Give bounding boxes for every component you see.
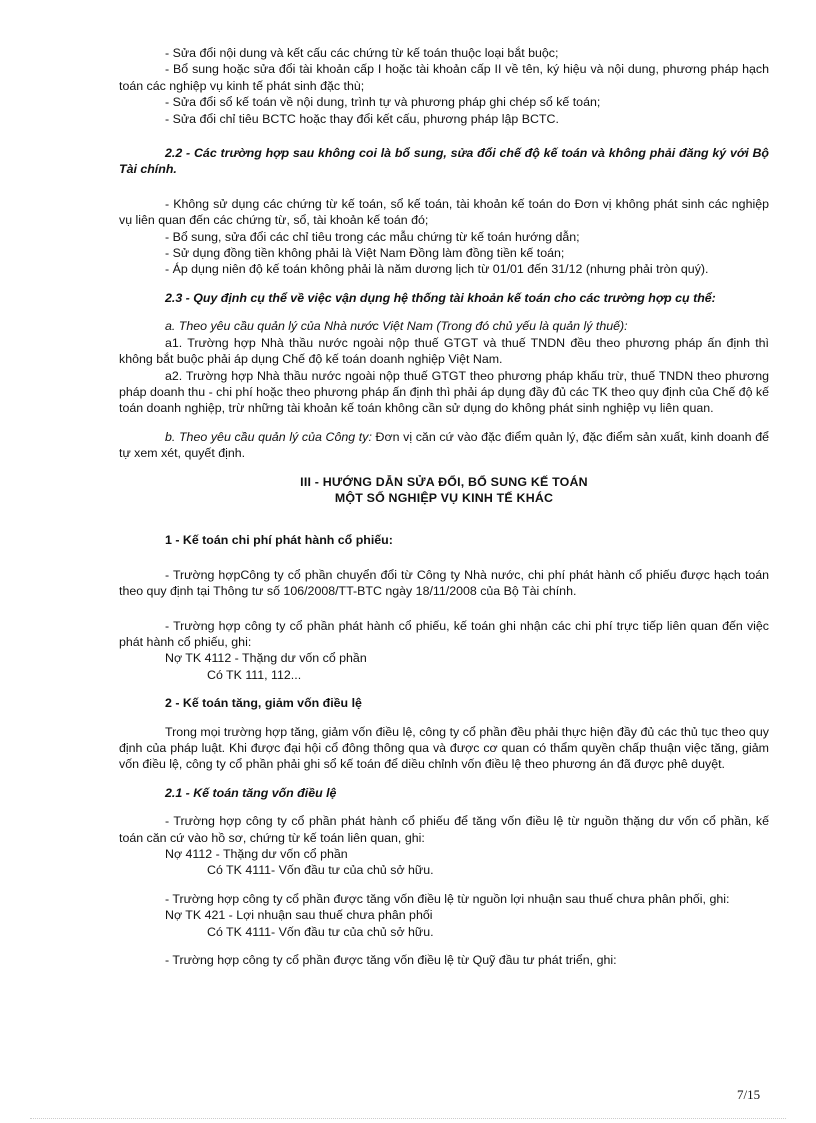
- section-iii-title-line2: MỘT SỐ NGHIỆP VỤ KINH TẾ KHÁC: [334, 490, 554, 505]
- debit-entry: Nợ TK 4112 - Thặng dư vốn cổ phần: [165, 651, 367, 666]
- footer-divider: [30, 1118, 786, 1119]
- debit-entry: Nợ 4112 - Thặng dư vốn cổ phần: [165, 847, 348, 862]
- credit-entry: Có TK 111, 112...: [207, 667, 302, 682]
- paragraph: - Trường hợpCông ty cổ phần chuyển đổi từ Công ty Nhà nước, chi phí phát hành cổ phiếu được hạch toán theo quy định tại Thông tư số 106/2008/TT-BTC ngày 18/11/2008 của Bộ Tài chính.: [119, 567, 769, 599]
- section-heading-2: 2 - Kế toán tăng, giảm vốn điều lệ: [165, 696, 362, 711]
- bullet-line: - Sửa đổi sổ kế toán về nội dung, trình tự và phương pháp ghi chép sổ kế toán;: [165, 95, 601, 110]
- paragraph: - Trường hợp công ty cổ phần phát hành cổ phiếu để tăng vốn điều lệ từ nguồn thặng dư vốn cổ phần, kế toán căn cứ vào hồ sơ, chứng từ kế toán liên quan, ghi:: [119, 814, 769, 845]
- subsection-b-title: b. Theo yêu cầu quản lý của Công ty:: [165, 429, 372, 444]
- bullet-line: - Không sử dụng các chứng từ kế toán, sổ kế toán, tài khoản kế toán do Đơn vị không phát sinh các nghiệp vụ liên quan đến các chứng từ, sổ, tài khoản kế toán đó;: [119, 196, 769, 228]
- section-heading-2-3: 2.3 - Quy định cụ thể về việc vận dụng hệ thống tài khoản kế toán cho các trường hợp cụ thể:: [165, 290, 716, 305]
- paragraph: - Trường hợp công ty cổ phần được tăng vốn điều lệ từ Quỹ đầu tư phát triển, ghi:: [165, 953, 617, 968]
- debit-entry: Nợ TK 421 - Lợi nhuận sau thuế chưa phân phối: [165, 908, 433, 923]
- bullet-line: - Sử dụng đồng tiền không phải là Việt Nam Đồng làm đồng tiền kế toán;: [165, 246, 565, 261]
- paragraph: - Trường hợp công ty cổ phần phát hành cổ phiếu, kế toán ghi nhận các chi phí trực tiếp liên quan đến việc phát hành cổ phiếu, ghi:: [119, 618, 769, 649]
- credit-entry: Có TK 4111- Vốn đầu tư của chủ sở hữu.: [207, 924, 434, 939]
- document-body: [119, 45, 769, 968]
- bullet-line: - Bổ sung, sửa đổi các chỉ tiêu trong các mẫu chứng từ kế toán hướng dẫn;: [165, 229, 580, 244]
- section-heading-1: 1 - Kế toán chi phí phát hành cổ phiếu:: [165, 533, 393, 548]
- page-number: 7/15: [737, 1087, 761, 1102]
- bullet-line: - Sửa đổi nội dung và kết cấu các chứng từ kế toán thuộc loại bắt buộc;: [165, 46, 559, 60]
- bullet-line: - Sửa đổi chỉ tiêu BCTC hoặc thay đổi kết cấu, phương pháp lập BCTC.: [165, 111, 559, 126]
- paragraph: - Trường hợp công ty cổ phần được tăng vốn điều lệ từ nguồn lợi nhuận sau thuế chưa phân phối, ghi:: [165, 891, 730, 906]
- section-iii-title-line1: III - HƯỚNG DẪN SỬA ĐỔI, BỔ SUNG KẾ TOÁN: [300, 474, 588, 489]
- bullet-line: - Bổ sung hoặc sửa đổi tài khoản cấp I hoặc tài khoản cấp II về tên, ký hiệu và nội dung, phương pháp hạch toán các nghiệp vụ kinh tế phát sinh đặc thù;: [119, 62, 769, 93]
- section-heading-2-2: 2.2 - Các trường hợp sau không coi là bổ sung, sửa đổi chế độ kế toán và không phải đăng ký với Bộ Tài chính.: [119, 146, 769, 177]
- paragraph-a1: a1. Trường hợp Nhà thầu nước ngoài nộp thuế GTGT và thuế TNDN đều theo phương pháp ấn định thì không bắt buộc phải áp dụng Chế độ kế toán doanh nghiệp Việt Nam.: [119, 335, 769, 367]
- paragraph: Trong mọi trường hợp tăng, giảm vốn điều lệ, công ty cổ phần đều phải thực hiện đầy đủ các thủ tục theo quy định của pháp luật. Khi được đại hội cổ đông thông qua và được cơ quan có thẩm quyền chấp thuận việc tăng, giảm vốn điều lệ, công ty cổ phần phải ghi sổ kế toán để diều chỉnh vốn điều lệ theo phương án đã được phê duyệt.: [119, 724, 769, 772]
- section-heading-2-1: 2.1 - Kế toán tăng vốn điều lệ: [165, 785, 337, 800]
- credit-entry: Có TK 4111- Vốn đầu tư của chủ sở hữu.: [207, 863, 434, 878]
- subsection-a-title: a. Theo yêu cầu quản lý của Nhà nước Việt Nam (Trong đó chủ yếu là quản lý thuế):: [165, 319, 628, 334]
- paragraph-b: [119, 429, 769, 462]
- bullet-line: - Áp dụng niên độ kế toán không phải là năm dương lịch từ 01/01 đến 31/12 (nhưng phải tròn quý).: [165, 262, 709, 277]
- subsection-b-text: Đơn vị căn cứ vào đặc điểm quản lý, đặc điểm sản xuất, kinh doanh để tự xem xét, quyết định.: [119, 429, 769, 461]
- paragraph-a2: a2. Trường hợp Nhà thầu nước ngoài nộp thuế GTGT theo phương pháp khấu trừ, thuế TNDN theo phương pháp doanh thu - chi phí hoặc theo phương pháp ấn định thì phải áp dụng đầy đủ các TK theo quy định của Chế độ kế toán doanh nghiệp, trừ những tài khoản kế toán không cần sử dụng do không phát sinh nghiệp vụ liên quan.: [119, 368, 769, 416]
